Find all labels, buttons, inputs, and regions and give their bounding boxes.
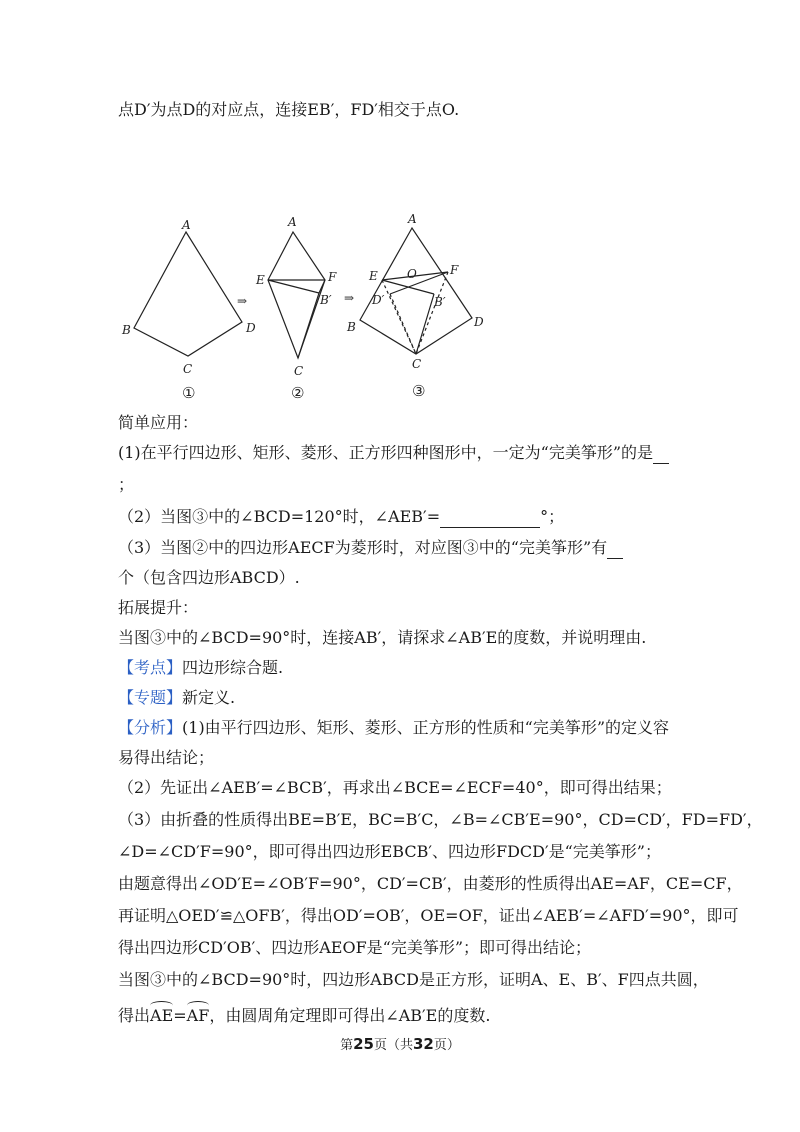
zhuanti-tag: 【专题】 xyxy=(118,688,183,707)
analysis-6: 再证明△OED′≌△OFB′，得出OD′=OB′，OE=OF，证出∠AEB′=∠AFD′=90°，即可 xyxy=(118,906,739,925)
extend-question: 当图③中的∠BCD=90°时，连接AB′，请探求∠AB′E的度数，并说明理由. xyxy=(118,628,647,647)
fig3-label-b1: B′ xyxy=(434,295,446,309)
arrow-2: ⇒ xyxy=(344,291,355,305)
question-2: （2）当图③中的∠BCD=120°时，∠AEB′= °； xyxy=(118,507,565,526)
analysis-9: 得出AE=AF，由圆周角定理即可得出∠AB′E的度数. xyxy=(118,1002,490,1026)
analysis-2: （2）先证出∠AEB′=∠BCB′，再求出∠BCE=∠ECF=40°，即可得出结果； xyxy=(118,778,672,797)
fig1-label-a: A xyxy=(182,218,191,232)
question-1-cont: ； xyxy=(118,475,135,494)
arc-ae: AE xyxy=(150,1002,173,1026)
page-footer: 第25页（共32页） xyxy=(340,1035,460,1053)
question-3: （3）当图②中的四边形AECF为菱形时，对应图③中的“完美筝形”有 xyxy=(118,538,623,559)
fig3-label-o: O xyxy=(407,267,417,281)
fig1-caption: ① xyxy=(182,384,196,402)
figure-2 xyxy=(268,232,325,358)
fig3-label-d: D xyxy=(474,315,484,329)
arc-af: AF xyxy=(187,1002,210,1026)
fig3-label-e: E xyxy=(369,269,378,283)
fig3-label-b: B xyxy=(347,320,356,334)
fig3-label-f: F xyxy=(450,263,459,277)
answer-blank-1[interactable] xyxy=(653,443,669,464)
zhuanti-line: 【专题】新定义. xyxy=(118,688,236,707)
fig2-caption: ② xyxy=(291,384,305,402)
intro-line: 点D′为点D的对应点，连接EB′，FD′相交于点O. xyxy=(118,100,460,119)
fig1-label-d: D xyxy=(246,321,256,335)
fig3-label-a: A xyxy=(408,212,417,226)
analysis-8: 当图③中的∠BCD=90°时，四边形ABCD是正方形，证明A、E、B′、F四点共圆， xyxy=(118,970,709,989)
section-simple-app: 简单应用： xyxy=(118,413,199,432)
fenxi-tag: 【分析】 xyxy=(118,718,183,737)
fig1-label-b: B xyxy=(122,323,131,337)
page-total: 32 xyxy=(413,1035,434,1053)
fenxi-line: 【分析】(1)由平行四边形、矩形、菱形、正方形的性质和“完美筝形”的定义容 xyxy=(118,718,670,737)
fig2-label-a: A xyxy=(288,215,297,229)
fig3-label-c: C xyxy=(412,357,422,371)
geometry-figure xyxy=(110,208,510,408)
answer-blank-2[interactable] xyxy=(440,507,540,528)
figure-1 xyxy=(134,232,242,356)
question-3-cont: 个（包含四边形ABCD）. xyxy=(118,568,300,587)
question-1: (1)在平行四边形、矩形、菱形、正方形四种图形中，一定为“完美筝形”的是 xyxy=(118,443,669,464)
analysis-3: （3）由折叠的性质得出BE=B′E，BC=B′C，∠B=∠CB′E=90°，CD=CD′，FD=FD′， xyxy=(118,810,763,829)
fig2-label-c: C xyxy=(294,364,304,378)
fenxi-line-2: 易得出结论； xyxy=(118,748,215,767)
page-number: 25 xyxy=(353,1035,374,1053)
arrow-1: ⇒ xyxy=(237,294,248,308)
fig3-caption: ③ xyxy=(412,382,426,400)
figure-3 xyxy=(360,228,472,354)
fig1-label-c: C xyxy=(183,362,193,376)
fig2-label-f: F xyxy=(328,270,337,284)
kaodian-tag: 【考点】 xyxy=(118,658,183,677)
kaodian-line: 【考点】四边形综合题. xyxy=(118,658,284,677)
analysis-7: 得出四边形CD′OB′、四边形AEOF是“完美筝形”；即可得出结论； xyxy=(118,938,592,957)
answer-blank-3[interactable] xyxy=(607,538,623,559)
fig2-label-b1: B′ xyxy=(320,293,332,307)
fig3-label-d1: D′ xyxy=(372,293,385,307)
analysis-5: 由题意得出∠OD′E=∠OB′F=90°，CD′=CB′，由菱形的性质得出AE=AF，CE=CF， xyxy=(118,874,743,893)
analysis-4: ∠D=∠CD′F=90°，即可得出四边形EBCB′、四边形FDCD′是“完美筝形”； xyxy=(118,842,661,861)
section-extend: 拓展提升： xyxy=(118,598,199,617)
fig2-label-e: E xyxy=(256,273,265,287)
